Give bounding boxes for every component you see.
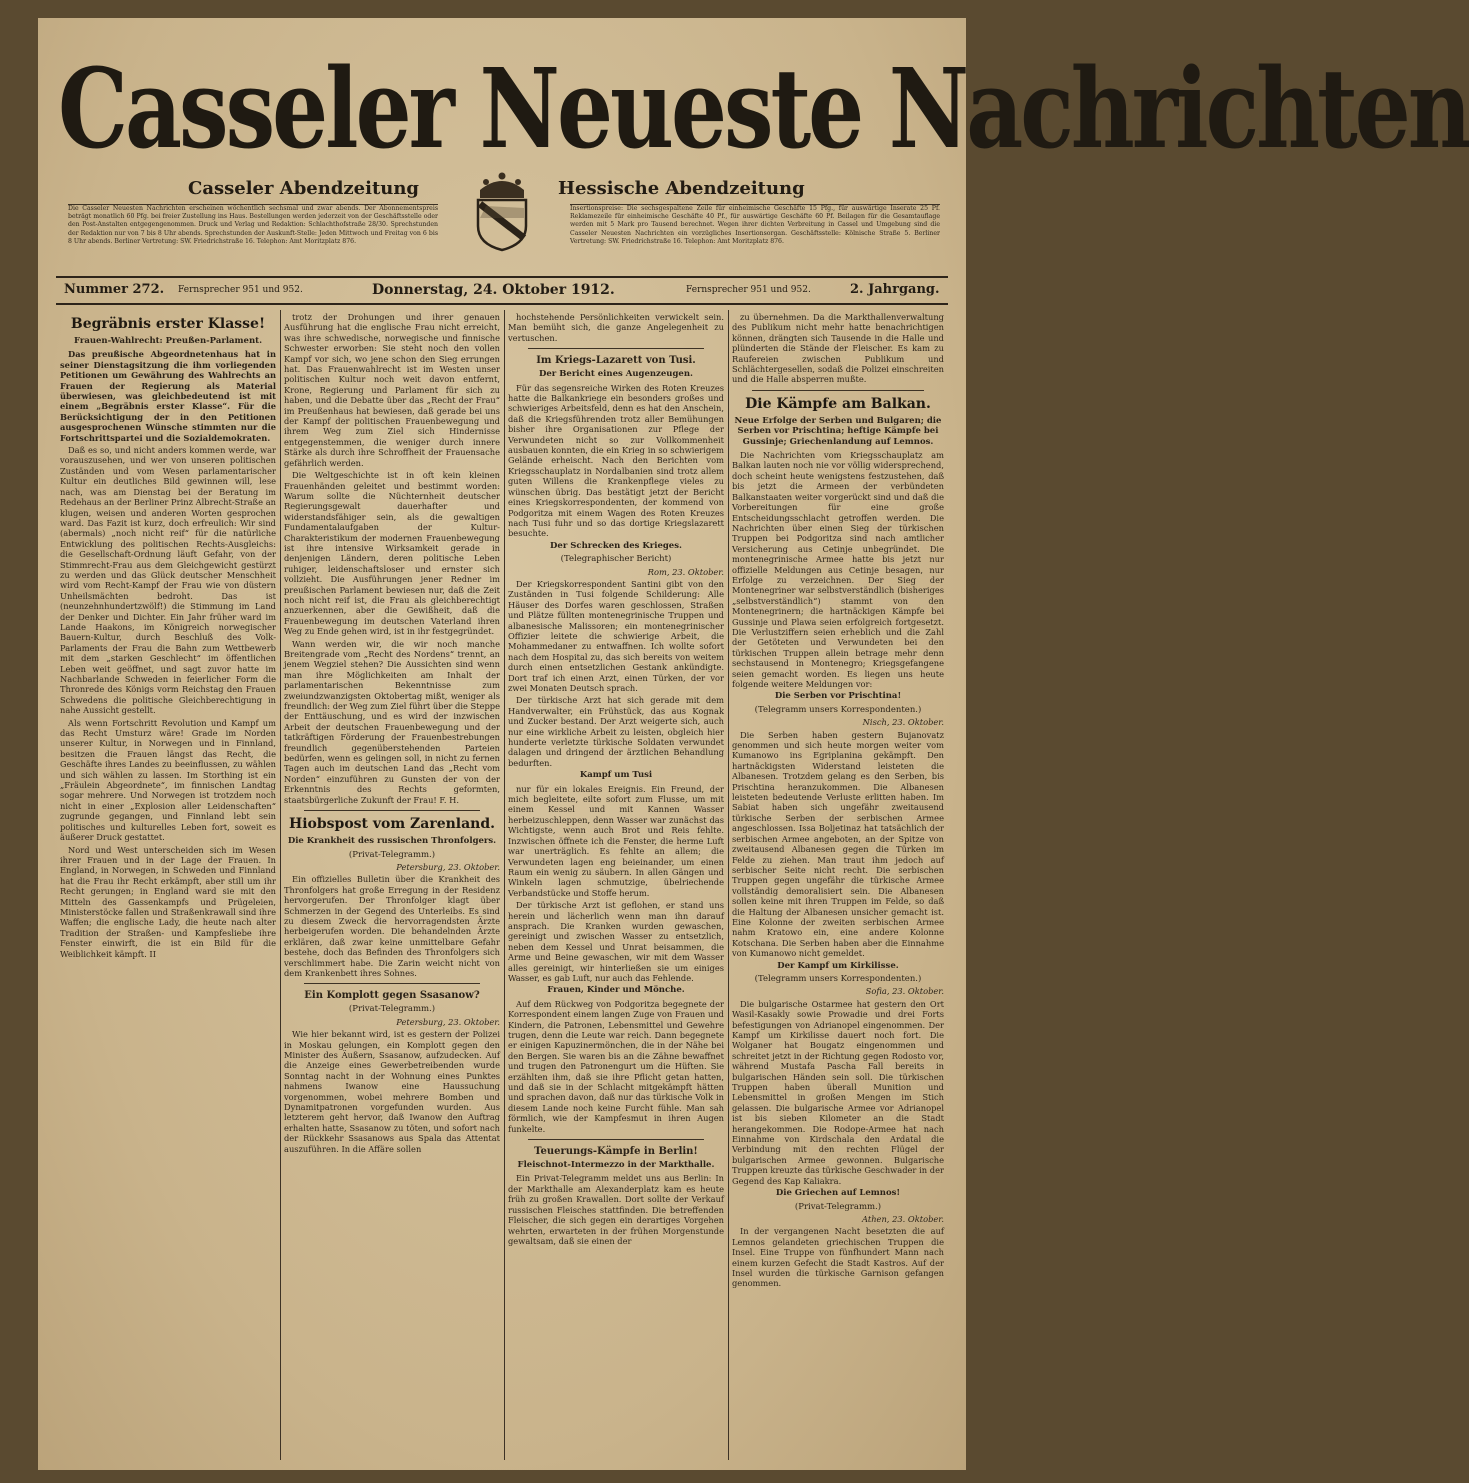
subtitle-right: Hessische Abendzeitung — [558, 178, 805, 199]
dateline: Athen, 23. Oktober. — [862, 1213, 944, 1224]
article-paragraph: Ein offizielles Bulletin über die Krankheit des Thronfolgers hat große Erregung in der Residenz hervorgerufen. Der Thronfolger klagt über Schmerzen in der Gegend des Unterleibs. Es sind zu diesem Zweck die hervorragendsten Ärzte herbeigerufen worden. Die behandelnden Ärzte erklären, daß zwar keine unmittelbare Gefahr bestehe, doch das Befinden des Thronfolgers sich verschlimmert habe. Die Zarin weicht nicht von dem Krankenbett ihres Sohnes. — [284, 874, 500, 978]
newspaper-page — [38, 18, 1469, 1470]
column-divider — [504, 310, 505, 1460]
wire-label: (Telegramm unsers Korrespondenten.) — [754, 973, 922, 984]
dateline: Petersburg, 23. Oktober. — [396, 861, 500, 872]
wire-label: (Telegraphischer Bericht) — [560, 554, 672, 565]
divider — [528, 348, 704, 349]
headline-hiobspost: Hiobspost vom Zarenland. — [288, 816, 496, 833]
headline-balkan: Die Kämpfe am Balkan. — [745, 395, 931, 412]
article-paragraph: hochstehende Persönlichkeiten verwickelt sein. Man bemüht sich, die ganze Angelegenheit zu vertuschen. — [508, 312, 724, 343]
article-paragraph: Die Serben haben gestern Bujanovatz genommen und sich heute morgen weiter vom Kumanowo ins Egriplanina gekämpft. Den hartnäckigsten Widerstand leisteten die Albanesen. Trotzdem gelang es den Serben, bis Prischtina heranzukommen. Die Albanesen leisteten bedeutende Verluste erlitten haben. Im Sabiat haben sich ungefähr zweitausend türkische Serben der serbischen Armee angeschlossen. Issa Boljetinaz hat tatsächlich der serbischen Armee angeboten, an der Spitze von zweitausend Albanesen gegen die Türken im Felde zu ziehen. Man traut ihm jedoch auf serbischer Seite nicht recht. Die serbischen Truppen gegen ungefähr die türkische Armee vollständig demoralisiert sein. Die Albanesen sollen keine mit ihren Truppen im Felde, so daß die Haltung der Albanesen unsicher gemacht ist. Eine Kolonne der zweiten serbischen Armee nahm Kratowo ein, eine andere Kolonne Kotschana. Die Serben haben aber die Einnahme von Kumanowo nicht gemeldet. — [732, 729, 944, 959]
coat-of-arms-icon — [466, 168, 538, 252]
issue-number: Nummer 272. — [64, 282, 165, 297]
article-paragraph: Die Nachrichten vom Kriegsschauplatz am Balkan lauten noch nie vor völlig widersprechend, doch scheint heute wenigstens festzustehen, daß bis jetzt die Armeen der verbündeten Balkanstaaten weiter vorgerückt sind und daß die Vorbereitungen für eine große Entscheidungsschlacht getroffen werden. Die Nachrichten über einen Sieg der türkischen Truppen bei Podgoritza sind nach amtlicher Versicherung aus Cetinje unbegründet. Die montenegrinische Armee hatte bis jetzt nur offizielle Meldungen aus Cetinje besagen, nur Erfolge zu verzeichnen. Der Sieg der Montenegriner war selbstverständlich (bisheriges „selbstverständlich“) stammt von den Montenegrinern; die hartnäckigen Kämpfe bei Gussinje und Plawa seien erfolgreich fortgesetzt. Die Verlustziffern seien erheblich und die Zahl der Getöteten und Verwundeten bei den türkischen Truppen allein betrage mehr denn sechstausend in Montenegro; Kriegsgefangene seien gemacht worden. Es liegen uns heute folgende weitere Meldungen vor: — [732, 450, 944, 689]
article-paragraph: nur für ein lokales Ereignis. Ein Freund, der mich begleitete, eilte sofort zum Flusse, um mit einem Kessel und mit Kannen Wasser herbeizuschleppen, denn Wasser war zunächst das Wichtigste, wenn auch Brot und Reis fehlte. Inzwischen öffnete ich die Fenster, die herme Luft war unerträglich. Es fehlte an allem; die Verwundeten lagen eng beieinander, um einen Raum ein wenig zu säubern. In allen Gängen und Winkeln lagen schmutzige, übelriechende Verbandstücke und Stoffe herum. — [508, 783, 724, 898]
issue-date: Donnerstag, 24. Oktober 1912. — [372, 282, 615, 298]
dateline: Nisch, 23. Oktober. — [862, 717, 944, 728]
header-rule-bottom — [56, 303, 948, 305]
advertising-info: Insertionspreise: Die sechsgespaltene Zeile für einheimische Geschäfte 15 Pfg., für auswärtige Inserate 25 Pf. Reklamezeile für einheimische Geschäfte 40 Pf., für auswärtige Geschäfte 60 Pf. Beilagen für die Gesamtauflage werden mit 5 Mark pro Tausend berechnet. Wegen ihrer dichten Verbreitung in Cassel und Umgebung sind die Casseler Neuesten Nachrichten ein vorzügliches Insertionsorgan. Geschäftsstelle: Kölnische Straße 5. Berliner Vertretung: SW. Friedrichstraße 16. Telephon: Amt Moritzplatz 876. — [570, 204, 940, 268]
subhead-kirkilisse: Der Kampf um Kirkilisse. — [777, 960, 899, 971]
wire-label: (Privat-Telegramm.) — [348, 849, 436, 860]
subhead-frauenwahlrecht: Frauen-Wahlrecht: Preußen-Parlament. — [73, 336, 263, 346]
column-divider — [280, 310, 281, 1460]
dateline: Sofia, 23. Oktober. — [865, 986, 944, 997]
column-3 — [508, 312, 724, 1462]
subhead-balkan: Neue Erfolge der Serben und Bulgaren; die Serben vor Prischtina; heftige Kämpfe bei Gussinje; Griechenlandung auf Lemnos. — [734, 415, 942, 447]
article-paragraph: Die Weltgeschichte ist in oft kein kleinen Frauenhänden geleitet und bestimmt worden: Warum sollte die Nüchternheit deutscher Regierungsgewalt dauerhafter und widerstandsfähiger sein, als die gewaltigen Fundamentalaufgaben der Kultur-Charakteristikum der modernen Frauenbewegung ist ihre intensive Wirksamkeit gerade in denjenigen Ländern, deren politische Leben ruhiger, leidenschaftsloser und ernster sich vollzieht. Die Ausführungen jener Redner im preußischen Parlament bewiesen nur, daß die Zeit noch nicht reif ist, die Frau als gleichberechtigt anzuerkennen, aber die Gewißheit, daß die Frauenbewegung im deutschen Vaterland ihren Weg zu Ende gehen wird, ist in ihr festgegründet. — [284, 470, 500, 637]
column-divider — [728, 310, 729, 1460]
article-paragraph: Als wenn Fortschritt Revolution und Kampf um das Recht Umsturz wäre! Grade im Norden unserer Kultur, in Norwegen und in Finnland, besitzen die Frauen längst das Recht, die Geschäfte ihres Landes zu beeinflussen, zu wählen und sich wählen zu lassen. Im Storthing ist ein „Fräulein Abgeordnete“, im finnischen Landtag sogar mehrere. Und Norwegen ist trotzdem noch nicht in einer „Explosion aller Leidenschaften“ zugrunde gegangen, und Finnland lebt sein politisches und kulturelles Leben fort, soweit es äußerer Druck gestattet. — [60, 717, 276, 843]
article-paragraph: Daß es so, und nicht anders kommen werde, war vorauszusehen, und wer von unseren politischen Zuständen und vom Wesen parlamentarischer Kultur ein deutliches Bild gewinnen will, lese nach, was am Dienstag bei der Beratung im Redehaus an der Berliner Prinz Albrecht-Straße an klugen, weisen und anderen Worten gesprochen ward. Das Fazit ist kurz, doch erfreulich: Wir sind (abermals) „noch nicht reif“ für die natürliche Entwicklung des politischen Rechts-Ausgleichs: die Gesellschaft-Ordnung läuft Gefahr, von der Stimmrecht-Frau aus dem Gleichgewicht gestürzt zu werden und das Glück deutscher Menschheit wird vom Recht-Kampf der Frau wie von düstern Unheilsmächten bedroht. Das ist (neunzehnhundertzwölf!) die Stimmung im Land der Denker und Dichter. Ein Jahr früher ward im Lande Haakons, im Königreich norwegischer Bauern-Kultur, durch Beschluß des Volk-Parlaments der Frau die Bahn zum Wettbewerb mit dem „starken Geschlecht“ im öffentlichen Leben weit geöffnet, und sagt zuvor hatte im Nachbarlande Schweden in feierlicher Form die Thronrede des Königs vorm Reichstag den Frauen Schwedens die politische Gleichberechtigung in nahe Aussicht gestellt. — [60, 445, 276, 716]
masthead-title: Casseler Neueste Nachrichten — [58, 43, 1469, 173]
issue-bar — [60, 280, 946, 302]
column-1 — [60, 312, 276, 1462]
article-paragraph: In der vergangenen Nacht besetzten die auf Lemnos gelandeten griechischen Truppen die Insel. Eine Truppe von fünfhundert Mann nach einem kurzen Gefecht die Stadt Kastros. Auf der Insel wurden die türkische Garnison gefangen genommen. — [732, 1226, 944, 1289]
header-rule-top — [56, 276, 948, 278]
article-paragraph: Das preußische Abgeordnetenhaus hat in seiner Dienstagsitzung die ihm vorliegenden Petitionen um Gewährung des Wahlrechts an Frauen der Regierung als Material überwiesen, was gleichbedeutend ist mit einem „Begräbnis erster Klasse“. Für die Berücksichtigung der in den Petitionen ausgesprochenen Wünsche stimmten nur die Fortschrittspartei und die Sozialdemokraten. — [60, 349, 276, 443]
headline-teuerung: Teuerungs-Kämpfe in Berlin! — [534, 1146, 698, 1158]
article-paragraph: Der Kriegskorrespondent Santini gibt von den Zuständen in Tusi folgende Schilderung: Alle Häuser des Dorfes waren geschlossen, Straßen und Plätze füllten montenegrinische Truppen und albanesische Malissoren; ein montenegrinischer Offizier leitete die schwierige Arbeit, die Mohammedaner zu entwaffnen. Ich wollte sofort nach dem Hospital zu, das sich bereits von weitem durch einen entsetzlichen Gestank ankündigte. Dort traf ich einen Arzt, einen Türken, der vor zwei Monaten Deutsch sprach. — [508, 578, 724, 693]
article-paragraph: Die bulgarische Ostarmee hat gestern den Ort Wasil-Kasakly sowie Prowadie und drei Forts befestigungen von Adrianopel eingenommen. Der Kampf um Kirkilisse dauert noch fort. Die Wolganer hat Bougatz eingenommen und schreitet jetzt in der Richtung gegen Rodosto vor, während Mustafa Pascha Fall bereits in bulgarischen Händen sein soll. Die türkischen Truppen haben überall Munition und Lebensmittel in großen Mengen im Stich gelassen. Die bulgarische Armee vor Adrianopel ist bis sieben Kilometer an die Stadt herangekommen. Die Rodope-Armee hat nach Einnahme von Kirdschala den Ardatal die Verbindung mit den rechten Flügel der bulgarischen Armee gewonnen. Bulgarische Truppen kreuzte das türkische Geschwader in der Gegend des Kap Kaliakra. — [732, 998, 944, 1186]
subhead-lemnos: Die Griechen auf Lemnos! — [775, 1188, 901, 1199]
article-paragraph: Für das segensreiche Wirken des Roten Kreuzes hatte die Balkankriege ein besonders großes und schwieriges Arbeitsfeld, denn es hat den Anschein, daß die Kriegsführenden trotz aller Bemühungen bisher ihre Organisationen zur Pflege der Verwundeten nicht so zur Vollkommenheit ausbauen konnten, die ein Krieg in so schwierigem Gelände erheischt. Nach den Berichten vom Kriegsschauplatz in Nordalbanien sind trotz allem guten Willens die Krankenpflege vieles zu wünschen übrig. Das bestätigt jetzt der Bericht eines Kriegskorrespondenten, der kommend von Podgoritza mit einem Wagen des Roten Kreuzes nach Tusi fuhr und so das dortige Kriegslazarett besuchte. — [508, 382, 724, 539]
phone-right: Fernsprecher 951 und 952. — [686, 285, 811, 295]
divider — [752, 390, 924, 391]
column-2 — [284, 312, 500, 1462]
divider — [304, 810, 480, 811]
wire-label: (Telegramm unsers Korrespondenten.) — [754, 704, 922, 715]
subscription-info: Die Casseler Neuesten Nachrichten erscheinen wöchentlich sechsmal und zwar abends. Der Abonnementspreis beträgt monatlich 60 Pfg. bei freier Zustellung ins Haus. Bestellungen werden jederzeit von der Geschäftsstelle oder den Post-Anstalten entgegengenommen. Druck und Verlag und Redaktion: Schlachthofstraße 28/30. Sprechstunden der Redaktion nur von 7 bis 8 Uhr abends. Sprechstunden der Auskunft-Stelle: Jeden Mittwoch und Freitag von 6 bis 8 Uhr abends. Berliner Vertretung: SW. Friedrichstraße 16. Telephon: Amt Moritzplatz 876. — [68, 204, 438, 268]
divider — [304, 983, 480, 984]
article-paragraph: trotz der Drohungen und ihrer genauen Ausführung hat die englische Frau nicht erreicht, was ihre schwedische, norwegische und finnische Schwester erworben: Sie steht noch den vollen Kampf vor sich, wo jene schon den Sieg errungen hat. Das Frauenwahlrecht ist im Westen unser politischen Kultur noch weit davon entfernt, Krone, Regierung und Parlament für sich zu haben, und die Debatte über das „Recht der Frau“ im Preußenhaus hat bewiesen, daß gerade bei uns der Kampf der politischen Frauenbewegung und ihrem Weg zum Ziel sich Hindernisse entgegenstemmen, die weniger durch innere Stärke als durch ihre Schroffheit der Frauensache gefährlich werden. — [284, 312, 500, 468]
wire-label: (Privat-Telegramm.) — [348, 1004, 436, 1015]
article-paragraph: Der türkische Arzt hat sich gerade mit dem Handverwalter, ein Frühstück, das aus Kognak und Zucker bestand. Der Arzt weigerte sich, auch nur eine wirkliche Arbeit zu leisten, obgleich hier hunderte verletzte türkische Soldaten verwundet dalagen und dringend der ärztlichen Behandlung bedurften. — [508, 695, 724, 768]
headline-komplott: Ein Komplott gegen Ssasanow? — [304, 990, 480, 1002]
subhead-fleischnot: Fleischnot-Intermezzo in der Markthalle. — [517, 1160, 715, 1171]
column-4 — [732, 312, 944, 1462]
divider — [528, 1139, 704, 1140]
wire-label: (Privat-Telegramm.) — [794, 1201, 882, 1212]
article-paragraph: Nord und West unterscheiden sich im Wesen ihrer Frauen und in der Lage der Frauen. In England, in Norwegen, in Schweden und Finnland hat die Frau ihr Recht erkämpft, aber still um ihr Recht gerungen; in England ward sie mit den Mitteln des Gassenkampfs und Prügeleien, Ministerstöcke fallen und Straßenkrawall sind ihre Waffen; die englische Lady, die heute nach alter Tradition der Straßen- und Kampfesliebe ihre Fenster einwirft, die ist ein Bild für die Weiblichkeit kämpft. II — [60, 844, 276, 959]
article-paragraph: Wann werden wir, die wir noch manche Breitengrade vom „Recht des Nordens“ trennt, an jenem Wegziel stehen? Die Aussichten sind wenn man ihre Möglichkeiten am Inhalt der parlamentarischen Bekenntnisse zum zweiundzwanzigsten Oktobertag mißt, weniger als freundlich: der Weg zum Ziel führt über die Steppe der Enttäuschung, und es wird der inzwischen Arbeit der deutschen Frauenbewegung und der tatkräftigen Förderung der Frauenbestrebungen freundlich gegenüberstehenden Parteien bedürfen, wenn es gelingen soll, in nicht zu fernen Tagen auch im deutschen Land das „Recht vom Norden“ einzuführen zu Gunsten der von der Erkenntnis des Rechts geformten, staatsbürgerliche Zukunft der Frau! F. H. — [284, 638, 500, 805]
article-paragraph: Der türkische Arzt ist geflohen, er stand uns herein und lächerlich wenn man ihn darauf ansprach. Die Kranken wurden gewaschen, gereinigt und zwischen Wasser zu entsetzlich, neben dem Kessel und Unrat beisammen, die Arme und Beine gewaschen, wir mit dem Wasser alles gereinigt, wir hinterließen sie um einiges Wasser, es gab Luft, nur auch das Fehlende. — [508, 900, 724, 983]
headline-kriegslazarett: Im Kriegs-Lazarett von Tusi. — [536, 355, 696, 367]
subtitle-left: Casseler Abendzeitung — [188, 178, 420, 199]
subhead-frauen-kinder: Frauen, Kinder und Mönche. — [547, 985, 685, 996]
article-paragraph: zu übernehmen. Da die Markthallenverwaltung des Publikum nicht mehr hatte benachrichtigen können, drängten sich Tausende in die Halle und plünderten die Stände der Fleischer. Es kam zu Raufereien zwischen Publikum und Schlächtergesellen, sodaß die Polizei einschreiten und die Halle absperren mußte. — [732, 312, 944, 385]
article-paragraph: Ein Privat-Telegramm meldet uns aus Berlin: In der Markthalle am Alexanderplatz kam es heute früh zu großen Krawallen. Dort sollte der Verkauf russischen Fleisches stattfinden. Die betreffenden Fleischer, die sich gegen ein derartiges Vorgehen wehrten, erwarteten in der frühen Morgenstunde gewaltsam, daß sie einen der — [508, 1173, 724, 1246]
phone-left: Fernsprecher 951 und 952. — [178, 285, 303, 295]
headline-begraebnis: Begräbnis erster Klasse! — [70, 316, 266, 332]
volume: 2. Jahrgang. — [850, 282, 940, 297]
subhead-augenzeuge: Der Bericht eines Augenzeugen. — [539, 369, 693, 380]
subhead-thronfolger: Die Krankheit des russischen Thronfolgers. — [287, 836, 497, 847]
subhead-schrecken: Der Schrecken des Krieges. — [550, 540, 682, 551]
article-paragraph: Auf dem Rückweg von Podgoritza begegnete der Korrespondent einem langen Zuge von Frauen und Kindern, die Patronen, Lebensmittel und Gewehre trugen, denn die Leute war reich. Dann begegnete er einigen Kapuzinermönchen, die in der Nähe bei den Bergen. Sie waren bis an die Zähne bewaffnet und trugen den Patronengurt um die Hüften. Sie erzählten ihm, daß sie ihre Pflicht getan hatten, und daß sie in der Schlacht mitgekämpft hätten und sprachen davon, daß nur das türkische Volk in diesem Lande noch keine Furcht fühle. Man sah förmlich, wie der Kampfesmut in ihren Augen funkelte. — [508, 998, 724, 1134]
subhead-prischtina: Die Serben vor Prischtina! — [774, 691, 902, 702]
subhead-kampf-tusi: Kampf um Tusi — [579, 770, 653, 781]
article-paragraph: Wie hier bekannt wird, ist es gestern der Polizei in Moskau gelungen, ein Komplott gegen den Minister des Äußern, Ssasanow, aufzudecken. Auf die Anzeige eines Gewerbetreibenden wurde Sonntag nacht in der Wohnung eines Punktes nahmens Iwanow eine Haussuchung vorgenommen, wobei mehrere Bomben und Dynamitpatronen vorgefunden wurden. Aus letzterem geht hervor, daß Iwanow den Auftrag erhalten hatte, Ssasanow zu töten, und sofort nach der Rückkehr Ssasanows aus Spala das Attentat auszuführen. In die Affäre sollen — [284, 1029, 500, 1154]
dateline: Rom, 23. Oktober. — [647, 566, 724, 577]
dateline: Petersburg, 23. Oktober. — [396, 1016, 500, 1027]
